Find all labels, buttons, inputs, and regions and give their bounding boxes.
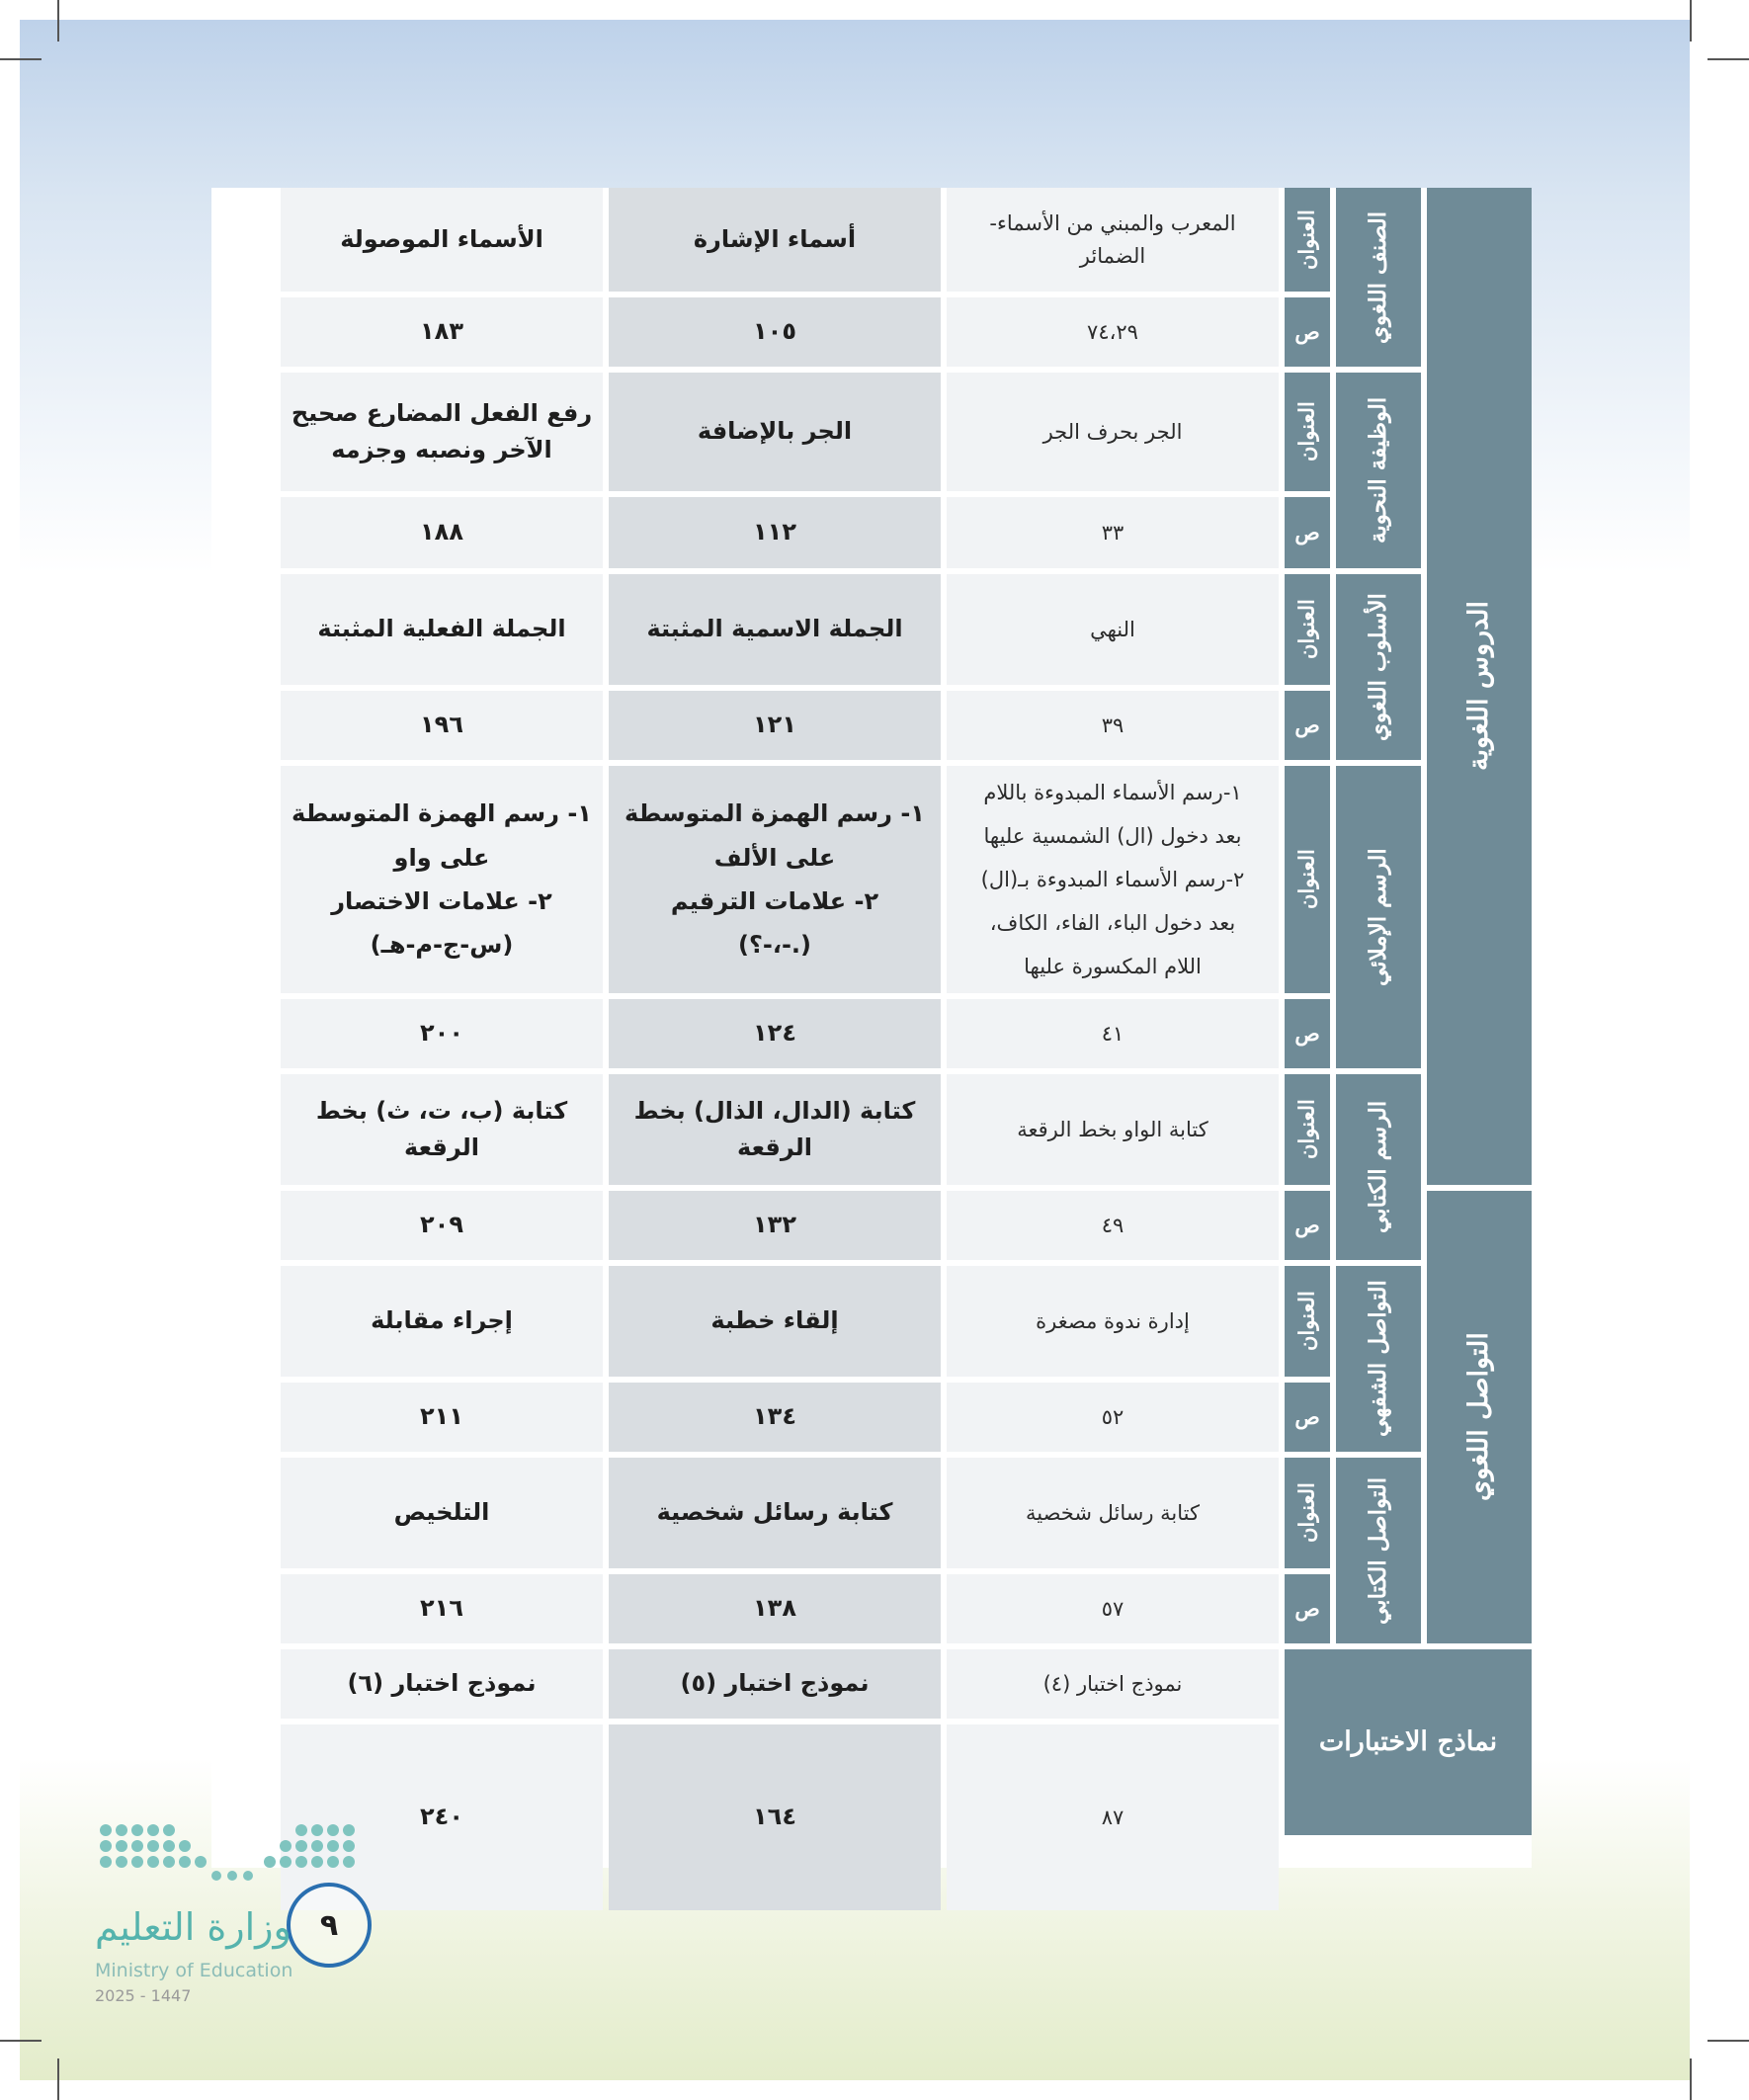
page-number-cell: ٤١ <box>947 999 1279 1068</box>
ministry-name-english: Ministry of Education <box>95 1960 293 1981</box>
label-page: ص <box>1285 1383 1330 1452</box>
main-header-language-lessons: الدروس اللغوية <box>1427 188 1532 1185</box>
lesson-title-cell: كتابة (الدال، الذال) بخط الرقعة <box>609 1074 941 1185</box>
category-handwriting: الرسم الكتابي <box>1336 1074 1421 1260</box>
label-title: العنوان <box>1285 1074 1330 1185</box>
label-page: ص <box>1285 1574 1330 1643</box>
label-title: العنوان <box>1285 188 1330 292</box>
lesson-title-cell: الأسماء الموصولة <box>281 188 603 292</box>
page-number-cell: ١٣٢ <box>609 1191 941 1260</box>
crop-mark <box>1707 58 1749 60</box>
page-number-cell: ١٠٥ <box>609 297 941 367</box>
lesson-title-cell: ١-رسم الأسماء المبدوءة باللام بعد دخول (ال) الشمسية عليها ٢-رسم الأسماء المبدوءة بـ(ال) بعد دخول الباء، الفاء، الكاف، اللام المكسورة عليها <box>947 766 1279 993</box>
label-page: ص <box>1285 297 1330 367</box>
lesson-title-cell: إلقاء خطبة <box>609 1266 941 1377</box>
page-number-cell: ١٣٤ <box>609 1383 941 1452</box>
label-page: ص <box>1285 999 1330 1068</box>
lesson-title-cell: إجراء مقابلة <box>281 1266 603 1377</box>
lesson-title-cell: النهي <box>947 574 1279 685</box>
label-page: ص <box>1285 497 1330 568</box>
label-title: العنوان <box>1285 373 1330 491</box>
page-number-cell: ١٨٣ <box>281 297 603 367</box>
label-page: ص <box>1285 1191 1330 1260</box>
category-grammatical-function: الوظيفة النحوية <box>1336 373 1421 568</box>
page-number-cell: ٢٠٠ <box>281 999 603 1068</box>
page-number-cell: ٧٤،٢٩ <box>947 297 1279 367</box>
page-number-cell: ٢٠٩ <box>281 1191 603 1260</box>
edition-year: 2025 - 1447 <box>95 1986 192 2005</box>
label-title: العنوان <box>1285 574 1330 685</box>
page-number-cell: ١٢١ <box>609 691 941 760</box>
page-number-cell: ١٦٤ <box>609 1724 941 1910</box>
lesson-title-cell: كتابة رسائل شخصية <box>609 1458 941 1568</box>
page-number-cell: ١١٢ <box>609 497 941 568</box>
lesson-title-cell: نموذج اختبار (٥) <box>609 1649 941 1719</box>
page-number-cell: ١٣٨ <box>609 1574 941 1643</box>
lesson-title-cell: ١- رسم الهمزة المتوسطة على واو ٢- علامات الاختصار (س-ج-م-هـ) <box>281 766 603 993</box>
page-number-cell: ٨٧ <box>947 1724 1279 1910</box>
crop-mark <box>1707 2040 1749 2042</box>
tests-header: نماذج الاختبارات <box>1285 1649 1532 1835</box>
category-spelling: الرسم الإملائي <box>1336 766 1421 1068</box>
lesson-title-cell: رفع الفعل المضارع صحيح الآخر ونصبه وجزمه <box>281 373 603 491</box>
lesson-title-cell: ١- رسم الهمزة المتوسطة على الألف ٢- علامات الترقيم (.-،-؟) <box>609 766 941 993</box>
page-number-cell: ٢١٦ <box>281 1574 603 1643</box>
page-number-cell: ٥٢ <box>947 1383 1279 1452</box>
page-number-cell: ١٩٦ <box>281 691 603 760</box>
label-page: ص <box>1285 691 1330 760</box>
contents-table <box>211 188 1532 1868</box>
crop-mark <box>1690 0 1692 42</box>
lesson-title-cell: الجملة الاسمية المثبتة <box>609 574 941 685</box>
category-linguistic-style: الأسلوب اللغوي <box>1336 574 1421 760</box>
label-title: العنوان <box>1285 766 1330 993</box>
lesson-title-cell: إدارة ندوة مصغرة <box>947 1266 1279 1377</box>
page-number-cell: ٥٧ <box>947 1574 1279 1643</box>
lesson-title-cell: المعرب والمبني من الأسماء- الضمائر <box>947 188 1279 292</box>
page-number-cell: ٣٣ <box>947 497 1279 568</box>
lesson-title-cell: الجر بحرف الجر <box>947 373 1279 491</box>
page-number-cell: ٣٩ <box>947 691 1279 760</box>
page-number-cell: ٤٩ <box>947 1191 1279 1260</box>
category-oral-communication: التواصل الشفهي <box>1336 1266 1421 1452</box>
lesson-title-cell: كتابة (ب، ت، ث) بخط الرقعة <box>281 1074 603 1185</box>
category-written-communication: التواصل الكتابي <box>1336 1458 1421 1643</box>
crop-mark <box>57 0 59 42</box>
label-title: العنوان <box>1285 1458 1330 1568</box>
page-number-cell: ٢٤٠ <box>281 1724 603 1910</box>
lesson-title-cell: أسماء الإشارة <box>609 188 941 292</box>
lesson-title-cell: الجر بالإضافة <box>609 373 941 491</box>
page-number-cell: ١٨٨ <box>281 497 603 568</box>
page-number-cell: ١٢٤ <box>609 999 941 1068</box>
lesson-title-cell: التلخيص <box>281 1458 603 1568</box>
crop-mark <box>0 58 42 60</box>
lesson-title-cell: كتابة رسائل شخصية <box>947 1458 1279 1568</box>
crop-mark <box>57 2058 59 2100</box>
ministry-name-arabic: وزارة التعليم <box>95 1905 292 1949</box>
crop-mark <box>0 2040 42 2042</box>
label-title: العنوان <box>1285 1266 1330 1377</box>
lesson-title-cell: نموذج اختبار (٤) <box>947 1649 1279 1719</box>
lesson-title-cell: نموذج اختبار (٦) <box>281 1649 603 1719</box>
lesson-title-cell: كتابة الواو بخط الرقعة <box>947 1074 1279 1185</box>
page-number-cell: ٢١١ <box>281 1383 603 1452</box>
category-linguistic-category: الصنف اللغوي <box>1336 188 1421 367</box>
crop-mark <box>1690 2058 1692 2100</box>
main-header-language-communication: التواصل اللغوي <box>1427 1191 1532 1643</box>
page-number: ٩ <box>287 1883 372 1968</box>
lesson-title-cell: الجملة الفعلية المثبتة <box>281 574 603 685</box>
